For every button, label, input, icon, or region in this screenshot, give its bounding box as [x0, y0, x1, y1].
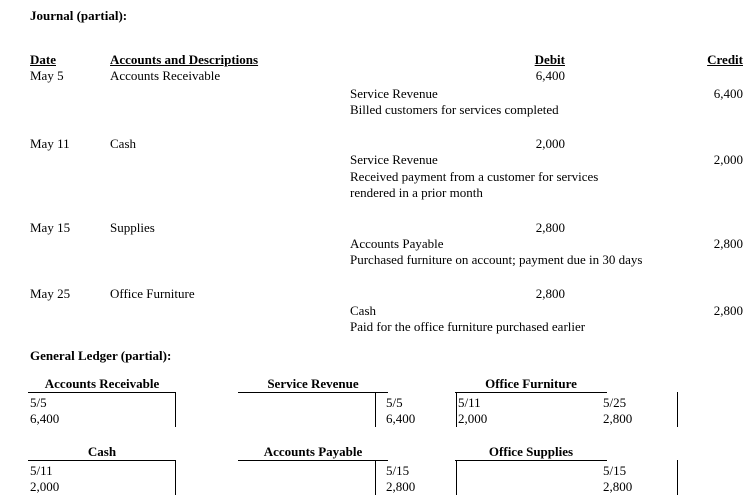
t-account-title: Accounts Payable [263, 444, 363, 459]
entry-description: Purchased furniture on account; payment due in 30 days [350, 252, 643, 267]
entry-debit-account: Office Furniture [110, 286, 195, 301]
entry-date: May 15 [30, 220, 71, 235]
entry-debit-account: Cash [110, 136, 136, 151]
entry-date: May 25 [30, 286, 71, 301]
header-date: Date [30, 52, 56, 67]
entry-credit-amount: 6,400 [713, 86, 743, 101]
entry-credit-amount: 2,800 [713, 303, 743, 318]
entry-description: Billed customers for services completed [350, 102, 559, 117]
entry-description: Paid for the office furniture purchased earlier [350, 319, 586, 334]
t-account-entry-date: 5/15 [386, 463, 410, 478]
entry-date: May 5 [30, 68, 64, 83]
t-account-title: Office Supplies [488, 444, 574, 459]
entry-debit-account: Accounts Receivable [110, 68, 221, 83]
t-account-title: Cash [87, 444, 117, 459]
ledger-title: General Ledger (partial): [30, 348, 172, 363]
t-account-entry-date: 5/5 [386, 395, 403, 410]
t-account-entry-date: 5/11 [458, 395, 481, 410]
header-debit: Debit [534, 52, 565, 67]
header-accounts: Accounts and Descriptions [110, 52, 259, 67]
entry-credit-account: Service Revenue [350, 86, 438, 101]
entry-credit-amount: 2,800 [713, 236, 743, 251]
t-account-entry-date: 5/5 [30, 395, 47, 410]
entry-credit-account: Accounts Payable [350, 236, 444, 251]
t-account-entry-amount: 6,400 [386, 411, 416, 426]
t-account-entry-date: 5/11 [30, 463, 53, 478]
entry-credit-amount: 2,000 [713, 152, 743, 167]
t-account-entry-amount: 2,800 [386, 479, 416, 494]
entry-description: rendered in a prior month [350, 185, 483, 200]
t-account-title: Office Furniture [485, 376, 577, 391]
t-account-title: Accounts Receivable [44, 376, 160, 391]
entry-date: May 11 [30, 136, 70, 151]
t-account-entry-amount: 2,000 [30, 479, 60, 494]
entry-debit-account: Supplies [110, 220, 155, 235]
entry-debit-amount: 2,800 [535, 286, 565, 301]
entry-description: Received payment from a customer for services [350, 169, 599, 184]
entry-debit-amount: 6,400 [535, 68, 565, 83]
t-account-entry-amount: 2,800 [603, 411, 633, 426]
t-account-entry-date: 5/15 [603, 463, 627, 478]
entry-credit-account: Cash [350, 303, 376, 318]
t-account-entry-amount: 2,800 [603, 479, 633, 494]
t-account-title: Service Revenue [267, 376, 359, 391]
entry-debit-amount: 2,000 [535, 136, 565, 151]
t-account-entry-amount: 6,400 [30, 411, 60, 426]
header-credit: Credit [707, 52, 743, 67]
journal-title: Journal (partial): [30, 8, 128, 23]
entry-debit-amount: 2,800 [535, 220, 565, 235]
t-account-entry-amount: 2,000 [458, 411, 488, 426]
t-account-entry-date: 5/25 [603, 395, 627, 410]
entry-credit-account: Service Revenue [350, 152, 438, 167]
